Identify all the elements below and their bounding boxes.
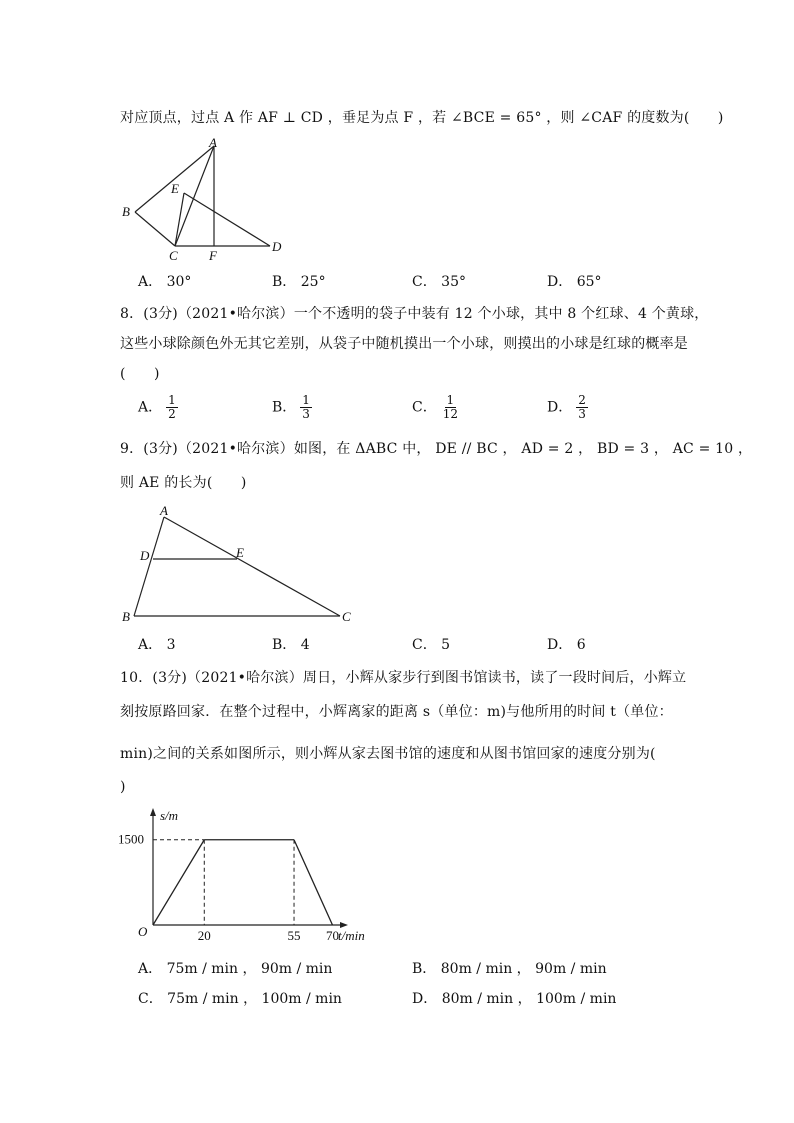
q9-label-D: D <box>140 548 150 563</box>
q10-chart <box>112 808 382 950</box>
fraction: $\frac{2}{3}$ <box>578 393 586 421</box>
q9-line-AC <box>164 517 340 616</box>
y-axis-label: s/m <box>160 808 179 823</box>
q7-label-E: E <box>171 181 179 196</box>
fraction: $\frac{1}{3}$ <box>302 393 310 421</box>
series-segment <box>153 840 204 925</box>
q9-text-line2: 则 AE 的长为( ) <box>120 475 247 491</box>
fraction: $\frac{1}{12}$ <box>442 393 458 421</box>
q8-option-c[interactable]: C． $\frac{1}{12}$ <box>412 393 458 421</box>
q7-figure <box>118 136 298 266</box>
x-tick-label: 70 <box>325 928 339 943</box>
q7-line-CA <box>175 146 214 246</box>
q8-text-line1: 8．(3分)（2021•哈尔滨）一个不透明的袋子中装有 12 个小球，其中 8 个红球、4 个黄球， <box>120 306 709 322</box>
q9-line-AB <box>134 517 164 616</box>
q9-label-E: E <box>236 545 244 560</box>
series-segment <box>294 840 332 925</box>
q10-option-b[interactable]: B． 80m / min ， 90m / min <box>412 961 607 977</box>
q9-label-B: B <box>122 609 130 624</box>
y-axis-arrow <box>150 808 156 816</box>
q9-option-d[interactable]: D． 6 <box>547 637 586 653</box>
q9-label-A: A <box>160 503 168 518</box>
q10-option-c[interactable]: C． 75m / min ， 100m / min <box>138 991 342 1007</box>
q7-option-a[interactable]: A． 30° <box>138 274 192 290</box>
q7-label-D: D <box>272 239 282 254</box>
q9-figure <box>120 503 360 628</box>
q8-text-line2: 这些小球除颜色外无其它差别，从袋子中随机摸出一个小球，则摸出的小球是红球的概率是 <box>120 336 688 352</box>
q8-text-line3: ( ) <box>120 366 160 382</box>
x-axis-label: t/min <box>338 928 365 943</box>
y-tick-label: 1500 <box>118 831 144 847</box>
q7-text: 对应顶点，过点 A 作 AF ⊥ CD ，垂足为点 F ，若 ∠BCE = 65° ，则 ∠CAF 的度数为( ) <box>120 110 724 126</box>
origin-label: O <box>138 924 148 939</box>
q8-option-b[interactable]: B． $\frac{1}{3}$ <box>272 393 310 421</box>
fraction: $\frac{1}{2}$ <box>168 393 176 421</box>
q7-line-BC <box>135 212 175 246</box>
q9-option-a[interactable]: A． 3 <box>138 637 176 653</box>
q7-option-b[interactable]: B． 25° <box>272 274 326 290</box>
q7-line-CE <box>175 193 184 246</box>
q10-text-line3: min)之间的关系如图所示，则小辉从家去图书馆的速度和从图书馆回家的速度分别为( <box>120 746 656 762</box>
q9-option-c[interactable]: C． 5 <box>412 637 451 653</box>
q10-option-a[interactable]: A． 75m / min ， 90m / min <box>138 961 333 977</box>
q9-label-C: C <box>342 609 351 624</box>
q7-line-BA <box>135 146 214 212</box>
q7-line-ED <box>184 193 270 246</box>
q7-label-F: F <box>209 248 217 263</box>
q8-option-a[interactable]: A． $\frac{1}{2}$ <box>138 393 176 421</box>
q7-label-A: A <box>209 135 217 150</box>
q7-label-B: B <box>122 204 130 219</box>
q9-text-line1: 9．(3分)（2021•哈尔滨）如图，在 ΔABC 中， DE // BC ， AD = 2 ， BD = 3 ， AC = 10 ， <box>120 441 753 457</box>
q10-text-line4: ) <box>120 779 126 795</box>
q10-text-line1: 10．(3分)（2021•哈尔滨）周日，小辉从家步行到图书馆读书，读了一段时间后，小辉立 <box>120 670 687 686</box>
q10-option-d[interactable]: D． 80m / min ， 100m / min <box>412 991 617 1007</box>
q9-option-b[interactable]: B． 4 <box>272 637 310 653</box>
q7-option-d[interactable]: D． 65° <box>547 274 602 290</box>
q7-option-c[interactable]: C． 35° <box>412 274 466 290</box>
x-tick-label: 55 <box>287 928 301 943</box>
q10-text-line2: 刻按原路回家．在整个过程中，小辉离家的距离 s（单位：m)与他所用的时间 t（单位： <box>120 704 673 720</box>
q8-option-d[interactable]: D． $\frac{2}{3}$ <box>547 393 586 421</box>
q7-label-C: C <box>169 248 178 263</box>
x-tick-label: 20 <box>197 928 211 943</box>
